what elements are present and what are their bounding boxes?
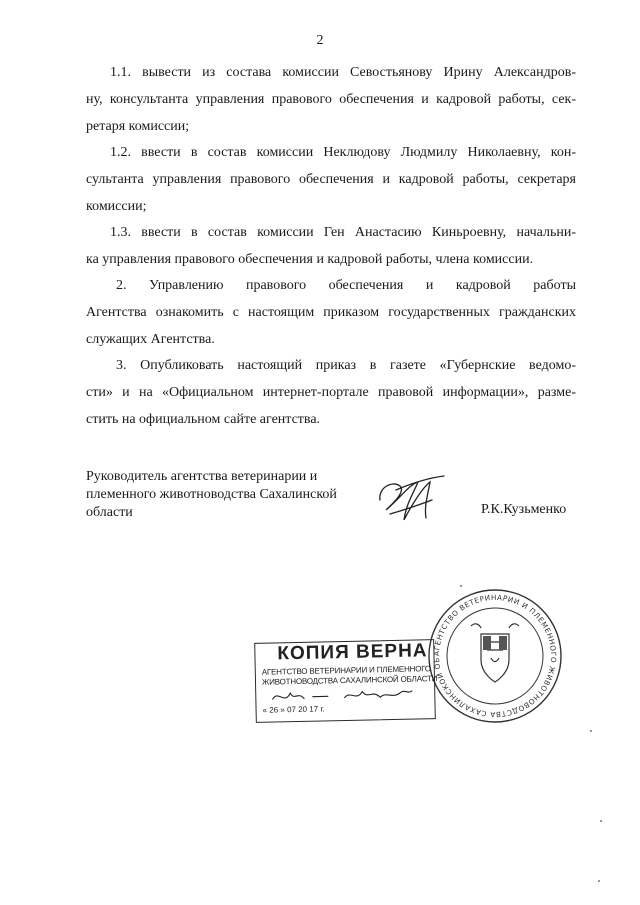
stamp-title: КОПИЯ ВЕРНА xyxy=(277,640,428,665)
item-2-line-3: служащих Агентства. xyxy=(86,332,215,347)
item-1-1-line-2: ну, консультанта управления правового обеспечения и кадровой работы, сек- xyxy=(86,92,576,107)
handwritten-signature xyxy=(370,470,450,533)
signatory-position-line: Руководитель агентства ветеринарии и xyxy=(86,469,318,484)
certification-stamp xyxy=(254,639,436,723)
signatory-name: Р.К.Кузьменко xyxy=(481,502,567,517)
item-3-line-1: 3. Опубликовать настоящий приказ в газете «Губернские ведомо- xyxy=(116,358,576,373)
item-1-1-line-1: 1.1. вывести из состава комиссии Севостьянову Ирину Александров- xyxy=(110,65,576,80)
scan-speck xyxy=(600,820,602,822)
scan-speck xyxy=(590,730,592,732)
page-number: 2 xyxy=(316,33,324,48)
scan-speck xyxy=(460,585,462,587)
seal-ring-text: АГЕНТСТВО ВЕТЕРИНАРИИ И ПЛЕМЕННОГО ЖИВОТНОВОДСТВА САХАЛИНСКОЙ ОБ xyxy=(431,592,559,720)
item-1-2-line-1: 1.2. ввести в состав комиссии Неклюдову Людмилу Николаевну, кон- xyxy=(110,145,576,160)
item-2-line-1: 2. Управлению правового обеспечения и кадровой работы xyxy=(116,278,576,293)
stamp-agency-line: АГЕНТСТВО ВЕТЕРИНАРИИ И ПЛЕМЕННОГО xyxy=(261,664,431,677)
item-1-1-line-3: ретаря комиссии; xyxy=(86,119,190,134)
signatory-position xyxy=(86,468,337,522)
item-1-2-line-2: сультанта управления правового обеспечения и кадровой работы, секретаря xyxy=(86,172,576,187)
official-seal xyxy=(425,586,565,731)
stamp-agency-line: ЖИВОТНОВОДСТВА САХАЛИНСКОЙ ОБЛАСТИ xyxy=(261,674,438,687)
item-1-3-line-2: ка управления правового обеспечения и кадровой работы, члена комиссии. xyxy=(86,252,534,267)
item-3-line-2: сти» и на «Официальном интернет-портале правовой информации», разме- xyxy=(86,385,576,400)
item-3-line-3: стить на официальном сайте агентства. xyxy=(86,412,321,427)
scan-speck xyxy=(598,880,600,882)
signatory-position-line: племенного животноводства Сахалинской xyxy=(86,487,337,502)
item-1-2-line-3: комиссии; xyxy=(86,199,147,214)
item-2-line-2: Агентства ознакомить с настоящим приказом государственных гражданских xyxy=(86,305,576,320)
item-1-3-line-1: 1.3. ввести в состав комиссии Ген Анастасию Киньроевну, начальни- xyxy=(110,225,576,240)
signatory-position-line: области xyxy=(86,505,133,520)
stamp-date: « 26 » 07 20 17 г. xyxy=(262,704,325,715)
